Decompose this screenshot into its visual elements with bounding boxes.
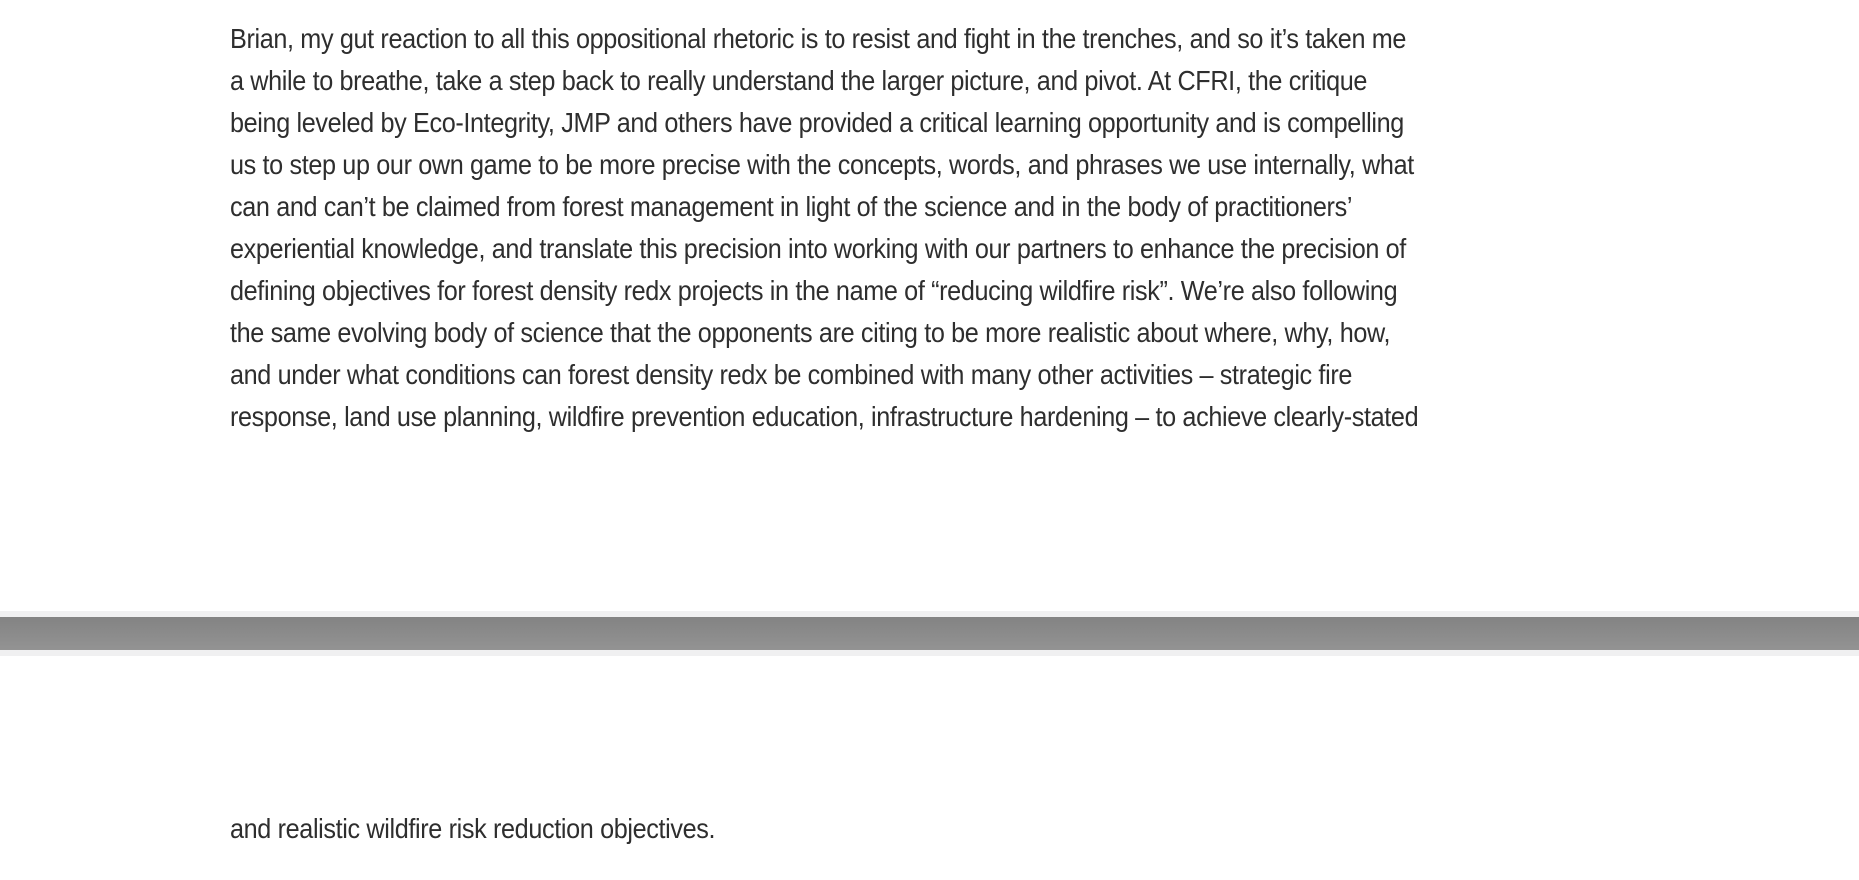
page-top-edge [0, 650, 1859, 656]
paragraph-line[interactable]: response, land use planning, wildfire prevention education, infrastructure hardening – to achieve clearly-stated [230, 401, 1419, 432]
paragraph-line[interactable]: and under what conditions can forest density redx be combined with many other activities – strategic fire [230, 359, 1353, 390]
page-break-separator[interactable] [0, 611, 1859, 656]
paragraph-line[interactable]: the same evolving body of science that the opponents are citing to be more realistic about where, why, how, [230, 317, 1391, 348]
paragraph-line[interactable]: Brian, my gut reaction to all this oppositional rhetoric is to resist and fight in the trenches, and so it’s taken me [230, 23, 1407, 54]
paragraph-line[interactable]: being leveled by Eco-Integrity, JMP and others have provided a critical learning opportunity and is compelling [230, 107, 1404, 138]
page2-paragraph[interactable] [230, 808, 715, 850]
paragraph-line[interactable]: us to step up our own game to be more precise with the concepts, words, and phrases we use internally, what [230, 149, 1414, 180]
page-gap-bar [0, 617, 1859, 650]
paragraph-line[interactable]: a while to breathe, take a step back to really understand the larger picture, and pivot. At CFRI, the critique [230, 65, 1368, 96]
paragraph-line[interactable]: defining objectives for forest density redx projects in the name of “reducing wildfire risk”. We’re also following [230, 275, 1398, 306]
paragraph-line[interactable]: and realistic wildfire risk reduction objectives. [230, 813, 716, 844]
paragraph-line[interactable]: experiential knowledge, and translate this precision into working with our partners to enhance the precision of [230, 233, 1406, 264]
page1-paragraph[interactable] [230, 18, 1418, 438]
paragraph-line[interactable]: can and can’t be claimed from forest management in light of the science and in the body of practitioners’ [230, 191, 1353, 222]
